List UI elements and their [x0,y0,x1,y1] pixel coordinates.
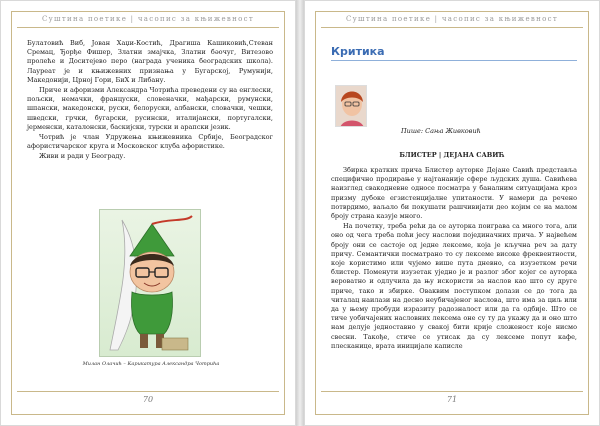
section-rule [331,60,577,61]
page-number: 70 [142,395,154,404]
review-title: БЛИСТЕР | ДЕЈАНА САВИЋ [399,151,505,159]
paragraph: На почетку, треба рећи да се ауторка поиграва са много тога, али оно од чега треба поћи јесу наслови појединачних прича. У највећем броју они се састоје од једне лексеме, која је кључна реч за дату причу. Семантички посматрано то су лексеме високе фреквентности, које користимо или чујемо више пута дневно, са изузетком речи блистер. Поменути изузетак уједно је и разлог због којег се ауторка вероватно и одлучила да њу искористи за наслов као што су друге приче, тако и збирке. Оваквим поступком долази се до тога да читалац наилази на десно неубичајеног наслова, што има за циљ или да у њему пробуди изразиту радозналост или да га одбије. Што се тиче уобичајених насловних лексема оне су ту да укажу да и оно што нам делује једноставно у свакој бити крије сложеност које нисмо свесни. Такође, стиче се утисак да су лексеме попут кафе, плесканице, врата иницијале каписле [331,222,577,350]
paragraph: Приче и афоризми Александра Чотрића преведени су на енглески, пољски, немачки, француски, словеначки, мађарски, румунски, шпански, македонски, руски, белоруски, албански, словачки, чешки, шведски, грчки, бугарски, русински, италијански, португалски, јерменски, каталонски, баскијски, турски и арапски језик. [27,86,273,131]
paragraph: Булатовић Виб, Јован Хаџи-Костић, Драгиша Кашиковић,Стеван Сремац, Ђорђе Фишер, Златни змајчка, Златни бәочуг, Витезово пролеће и Доситејево перо (награда ученика београдских школа). Лауреат је и књижевних признања у Бугарској, Румунији, Македонији, Црној Гори, БиХ и Либану. [27,39,273,84]
illustration-caption: Милан Олачић – Карикатура Александра Чотрића [82,361,220,367]
paragraph: Чотрић је члан Удружења књижевника Србије, Београдског афористичарског круга и Московског клуба афористике. [27,133,273,151]
paragraph: Живи и ради у Београду. [39,152,126,161]
author-portrait [336,86,367,127]
running-head: Суштина поетике | часопис за књижевност [41,15,255,23]
caricature-drawing [100,210,201,357]
footer-rule [17,391,279,392]
section-title: Критика [331,45,385,58]
caricature-illustration [99,209,201,357]
author-byline: Пише: Сања Живковић [401,127,481,135]
left-page-body [27,39,273,163]
header-rule [17,27,279,28]
author-photo [335,85,367,127]
left-page [0,0,296,426]
paragraph: Збирка кратких прича Блистер ауторке Дејане Савић представља специфично продирање у најтананије сфере људских душа. Савићева наизглед свакодневне односе посматра у баналним ситуацијама кроз призму дубоке егзистенцијалне упитаности. У намери да речено потврдимо, ваљало би покушати рашчивијати део којим се на малом броју страна казује много. [331,166,577,221]
footer-rule [321,391,583,392]
page-number: 71 [446,395,458,404]
right-page [304,0,600,426]
book-gutter [296,0,304,426]
right-page-body [331,166,577,352]
running-head: Суштина поетике | часопис за књижевност [345,15,559,23]
header-rule [321,27,583,28]
